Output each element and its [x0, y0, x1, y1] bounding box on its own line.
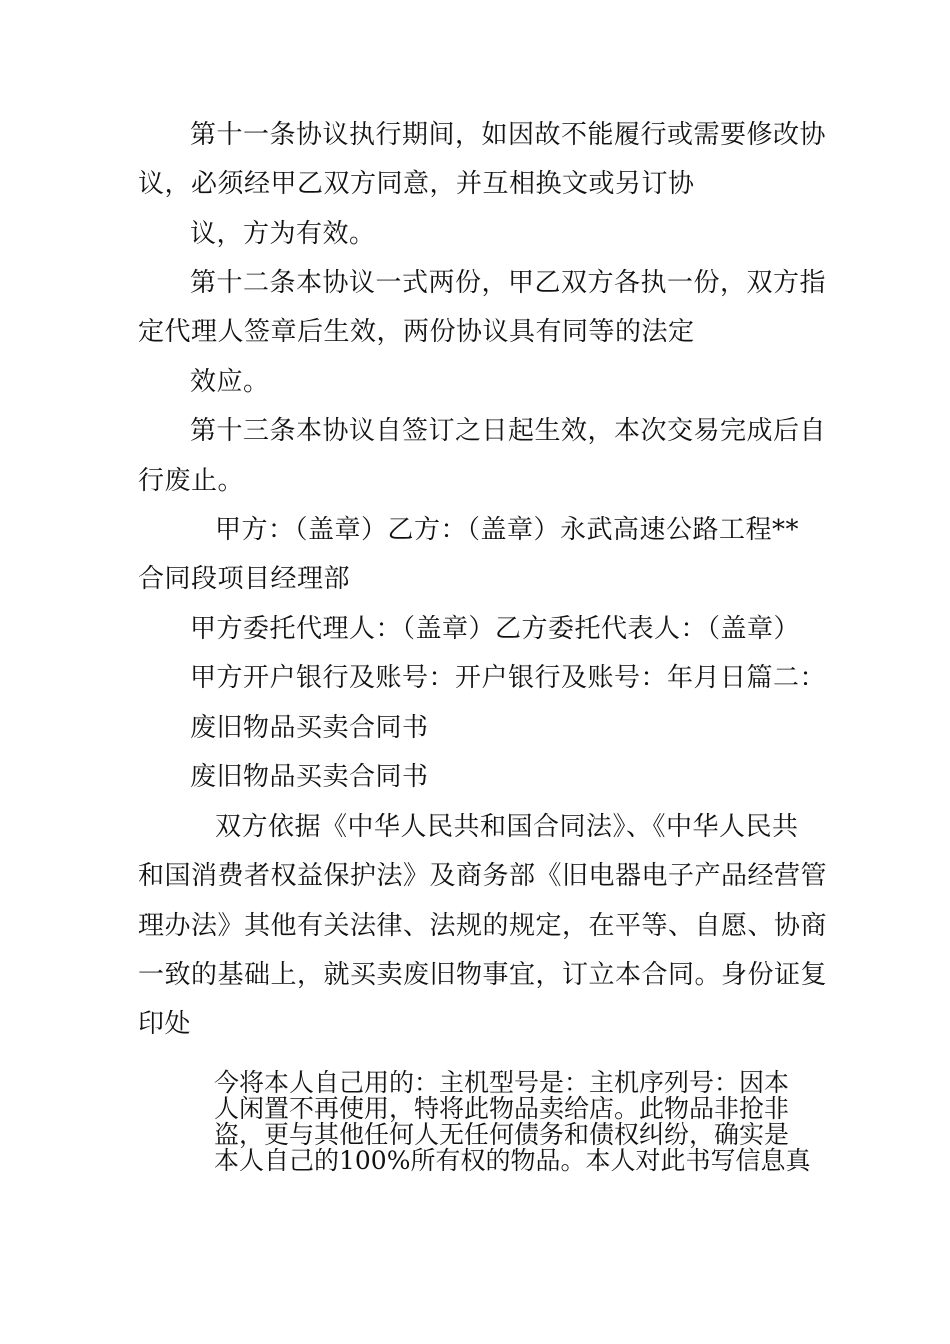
- paragraph-line: 议，方为有效。: [190, 219, 376, 249]
- statement-line: 人闲置不再使用，特将此物品卖给店。此物品非抢非: [214, 1094, 790, 1123]
- statement-line: 本人自己的100%所有权的物品。本人对此书写信息真: [214, 1146, 811, 1175]
- paragraph-line: 定代理人签章后生效，两份协议具有同等的法定: [138, 317, 695, 347]
- paragraph-line: 理办法》其他有关法律、法规的规定，在平等、自愿、协商: [138, 911, 828, 941]
- document-title: 废旧物品买卖合同书: [190, 713, 429, 743]
- paragraph-line: 效应。: [190, 367, 270, 397]
- paragraph-line: 议，必须经甲乙双方同意，并互相换文或另订协: [138, 169, 695, 199]
- paragraph-line: 和国消费者权益保护法》及商务部《旧电器电子产品经营管: [138, 861, 828, 891]
- paragraph-line: 第十三条本协议自签订之日起生效，本次交易完成后自: [190, 416, 827, 446]
- statement-line: 今将本人自己用的：主机型号是：主机序列号：因本: [214, 1068, 790, 1097]
- paragraph-line: 行废止。: [138, 466, 245, 496]
- signature-line: 合同段项目经理部: [138, 564, 351, 594]
- statement-line: 盗，更与其他任何人无任何债务和债权纠纷，确实是: [214, 1120, 790, 1149]
- paragraph-line: 第十二条本协议一式两份，甲乙双方各执一份，双方指: [190, 268, 827, 298]
- paragraph-line: 第十一条协议执行期间，如因故不能履行或需要修改协: [190, 120, 827, 150]
- signature-line: 甲方：（盖章）乙方：（盖章）永武高速公路工程**: [215, 515, 800, 545]
- paragraph-line: 一致的基础上，就买卖废旧物事宜，订立本合同。身份证复: [138, 960, 828, 990]
- signature-line: 甲方开户银行及账号：开户银行及账号：年月日篇二：: [190, 663, 827, 693]
- signature-line: 甲方委托代理人：（盖章）乙方委托代表人：（盖章）: [190, 614, 801, 644]
- paragraph-line: 双方依据《中华人民共和国合同法》、《中华人民共: [215, 812, 799, 842]
- paragraph-line: 印处: [138, 1009, 192, 1039]
- document-title: 废旧物品买卖合同书: [190, 762, 429, 792]
- statement-block: [214, 1070, 814, 1174]
